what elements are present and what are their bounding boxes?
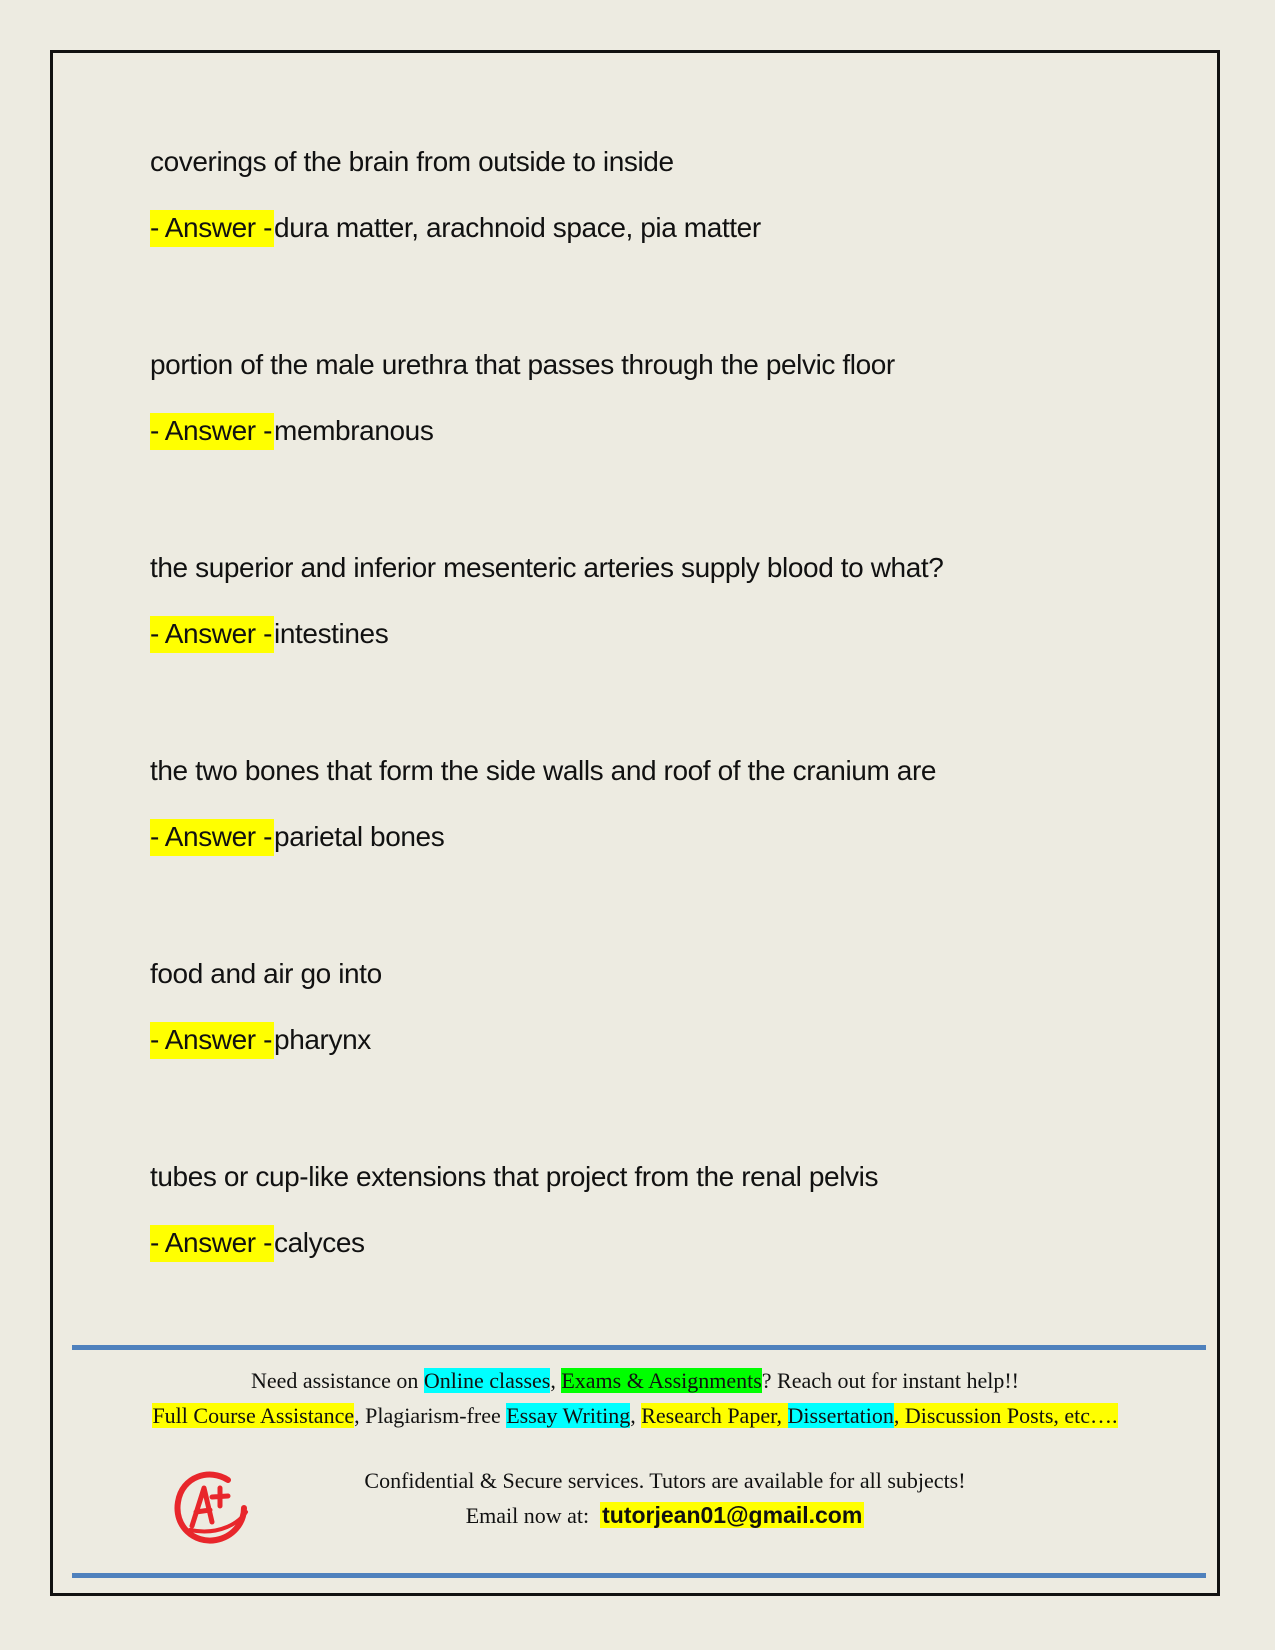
answer-line [150,1227,365,1259]
highlight-online-classes: Online classes [423,1368,551,1393]
footer-text: Confidential & Secure services. Tutors are available for all subjects! [364,1468,966,1493]
question-text: food and air go into [150,958,382,989]
highlight-dissertation: Dissertation [787,1403,894,1428]
answer-line [150,415,433,447]
footer-line-1 [50,1368,1220,1394]
footer-line-4 [80,1502,1250,1529]
footer-text: , [550,1368,562,1393]
footer-bottom-rule [72,1573,1206,1578]
footer-text: , Plagiarism-free [354,1403,507,1428]
footer-text: Need assistance on [250,1368,424,1393]
answer-line [150,1024,371,1056]
answer-text: calyces [274,1227,365,1258]
answer-label: - Answer - [150,616,274,653]
footer-text: , [630,1403,642,1428]
answer-text: membranous [274,415,434,446]
highlight-full-course: Full Course Assistance [152,1403,355,1428]
question-text: the superior and inferior mesenteric arteries supply blood to what? [150,552,944,583]
footer-text: ? Reach out for instant help!! [761,1368,1019,1393]
answer-label: - Answer - [150,819,274,856]
question-text: coverings of the brain from outside to inside [150,146,674,177]
footer-top-rule [72,1345,1206,1350]
highlight-exams: Exams & Assignments [561,1368,762,1393]
answer-text: intestines [274,618,389,649]
highlight-research: Research Paper, [641,1403,788,1428]
answer-label: - Answer - [150,1022,274,1059]
answer-label: - Answer - [150,1225,274,1262]
answer-label: - Answer - [150,413,274,450]
answer-line [150,821,444,853]
question-text: tubes or cup-like extensions that project from the renal pelvis [150,1161,879,1192]
answer-text: dura matter, arachnoid space, pia matter [274,212,761,243]
question-text: the two bones that form the side walls and roof of the cranium are [150,755,937,786]
footer-line-2 [50,1403,1220,1429]
answer-line [150,618,388,650]
highlight-discussion: , Discussion Posts, etc…. [893,1403,1118,1428]
email-label: Email now at: [465,1503,601,1528]
answer-label: - Answer - [150,210,274,247]
highlight-essay: Essay Writing [506,1403,631,1428]
answer-text: parietal bones [274,821,445,852]
footer-line-3 [80,1468,1250,1494]
answer-line [150,212,761,244]
answer-text: pharynx [274,1024,371,1055]
email-link[interactable]: tutorjean01@gmail.com [602,1502,863,1528]
question-text: portion of the male urethra that passes through the pelvic floor [150,349,895,380]
